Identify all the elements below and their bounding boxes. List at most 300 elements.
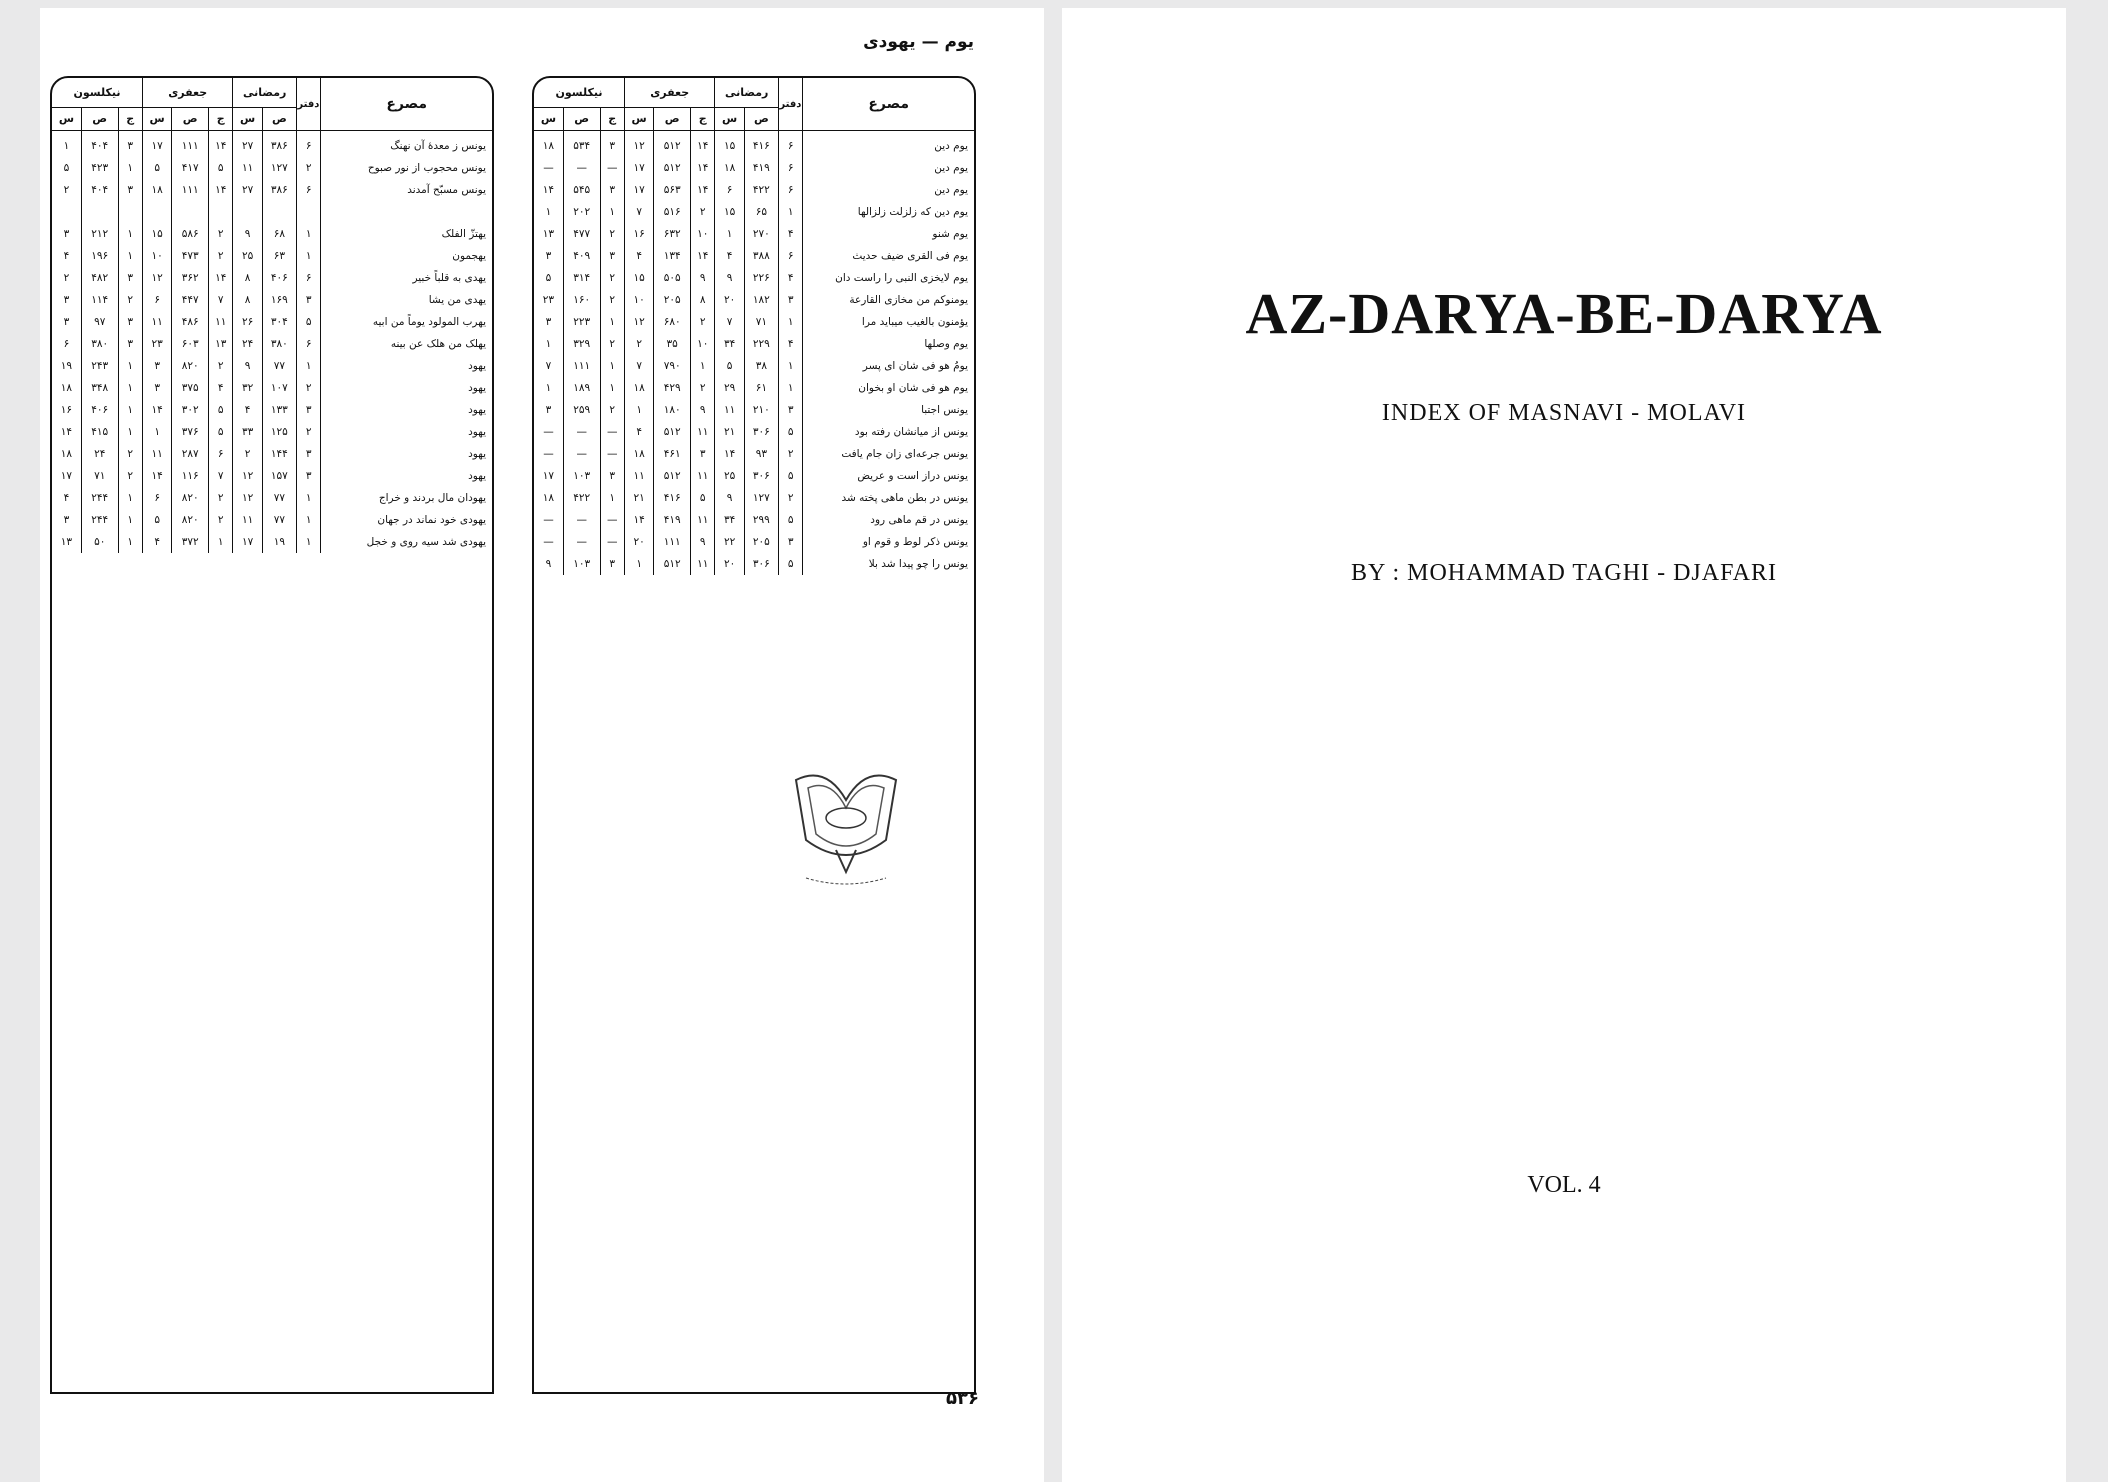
cell-n-v: ۳ [600, 131, 624, 158]
cell-n-v: ۲ [118, 443, 142, 465]
cell-n-p: — [563, 421, 600, 443]
cell-book: ۱ [778, 311, 802, 333]
table-row [52, 465, 492, 487]
cell-j-l: ۲۰ [624, 531, 653, 553]
cell-verse: یونس محجوب از نور صبوح [321, 157, 492, 179]
cell-j-l: ۱۶ [624, 223, 653, 245]
cell-r-p: ۶۵ [744, 201, 778, 223]
cell-book: ۳ [778, 531, 802, 553]
table-row [534, 223, 974, 245]
cell-book: ۴ [778, 333, 802, 355]
cell-r-p: ۲۲۹ [744, 333, 778, 355]
cell-r-l: ۹ [233, 223, 262, 245]
cell-n-p [81, 201, 118, 223]
table-row [534, 509, 974, 531]
index-table-right-column [532, 76, 976, 1394]
cell-j-v: ۵ [208, 157, 232, 179]
cell-book: ۱ [296, 355, 320, 377]
cell-r-p: ۴۱۶ [744, 131, 778, 158]
index-table-left-column [50, 76, 494, 1394]
cell-j-l: ۶ [142, 487, 171, 509]
cell-j-v: ۲ [208, 509, 232, 531]
cell-j-p: ۸۲۰ [172, 487, 209, 509]
cell-book: ۶ [778, 179, 802, 201]
table-row [52, 157, 492, 179]
cell-n-l: ۳ [63, 514, 70, 526]
cell-book: ۶ [296, 333, 320, 355]
cell-n-v: ۱ [118, 157, 142, 179]
cell-j-p: ۱۱۱ [172, 131, 209, 158]
cell-n-p: ۱۶۰ [563, 289, 600, 311]
cell-n-l: — [543, 514, 554, 526]
cell-r-l: ۴ [233, 399, 262, 421]
cell-n-l: ۲ [63, 272, 70, 284]
cell-j-l: ۵ [142, 157, 171, 179]
cell-n-l: ۳ [545, 250, 552, 262]
cell-j-l: ۱۸ [624, 443, 653, 465]
table-row [52, 333, 492, 355]
cell-n-p: ۲۴۴ [81, 487, 118, 509]
cell-j-l: ۱۲ [142, 267, 171, 289]
cell-r-l: ۱۴ [715, 443, 744, 465]
cell-n-v: ۱ [118, 223, 142, 245]
table-row [52, 399, 492, 421]
cell-r-l: ۲۱ [715, 421, 744, 443]
cell-j-p: ۶۳۲ [654, 223, 691, 245]
cell-j-l: ۲۱ [624, 487, 653, 509]
cell-verse: یهودی شد سیه روی و خجل [321, 531, 492, 553]
cell-j-l: ۱۲ [624, 131, 653, 158]
cell-j-p: ۵۱۲ [654, 421, 691, 443]
table-right-body [534, 131, 974, 576]
cell-n-p: — [563, 443, 600, 465]
cell-r-l: ۳۳ [233, 421, 262, 443]
cell-n-v: ۲ [600, 333, 624, 355]
cell-j-l: ۴ [624, 245, 653, 267]
table-row [534, 421, 974, 443]
cell-r-p: ۴۱۹ [744, 157, 778, 179]
cell-verse: یوم دین [803, 157, 974, 179]
subheader-j-line: س [142, 107, 171, 130]
cell-r-p: ۲۹۹ [744, 509, 778, 531]
table-row [52, 245, 492, 267]
cell-r-l: ۵ [715, 355, 744, 377]
cell-n-v: ۲ [118, 465, 142, 487]
cell-verse: یومنوکم من مخازی القارعة [803, 289, 974, 311]
cell-n-p: ۵۳۴ [563, 131, 600, 158]
cell-j-l [142, 201, 171, 223]
cell-j-v: ۱۰ [690, 223, 714, 245]
cell-book: ۵ [296, 311, 320, 333]
cell-r-p: ۲۲۶ [744, 267, 778, 289]
cell-book: ۶ [778, 245, 802, 267]
cell-n-p: ۴۰۹ [563, 245, 600, 267]
cell-r-p: ۳۰۶ [744, 421, 778, 443]
cell-j-l: ۱ [142, 421, 171, 443]
cell-j-p: ۴۱۹ [654, 509, 691, 531]
cell-n-p: ۲۵۹ [563, 399, 600, 421]
cell-j-v: ۵ [208, 399, 232, 421]
cell-j-v: ۱۱ [690, 509, 714, 531]
cell-j-v: ۱۴ [690, 179, 714, 201]
table-row [52, 179, 492, 201]
cell-verse: یوم شنو [803, 223, 974, 245]
cell-r-l: ۹ [715, 487, 744, 509]
cell-n-v: — [600, 157, 624, 179]
cell-book: ۱ [778, 377, 802, 399]
cell-n-p: ۱۰۳ [563, 553, 600, 575]
cell-r-p: ۱۳۳ [262, 399, 296, 421]
table-row [534, 157, 974, 179]
cell-j-l: ۱۰ [142, 245, 171, 267]
cell-book: ۶ [296, 179, 320, 201]
cell-r-p: ۶۸ [262, 223, 296, 245]
cell-n-v: ۳ [118, 333, 142, 355]
cell-n-p: ۲۰۲ [563, 201, 600, 223]
cell-j-v: ۱۱ [690, 421, 714, 443]
cell-n-l: ۱۶ [60, 404, 73, 416]
cell-n-l: ۱۸ [542, 140, 555, 152]
cell-n-p: ۳۲۹ [563, 333, 600, 355]
cell-n-v: ۱ [118, 377, 142, 399]
cell-j-v: ۲ [208, 245, 232, 267]
cell-r-p: ۲۱۰ [744, 399, 778, 421]
cell-j-v: ۲ [208, 487, 232, 509]
cell-book [296, 201, 320, 223]
cell-verse: یومُ هو فی شان ای پسر [803, 355, 974, 377]
cell-verse: یونس دراز است و عریض [803, 465, 974, 487]
cell-n-v: ۱ [600, 377, 624, 399]
cell-j-v: ۱۱ [690, 553, 714, 575]
table-row [52, 201, 492, 223]
header-book: دفتر [778, 78, 802, 131]
cell-r-l: ۲۰ [715, 289, 744, 311]
table-row [534, 531, 974, 553]
cell-n-p: ۴۸۲ [81, 267, 118, 289]
cell-n-l: ۳ [63, 228, 70, 240]
cell-verse: یونس از میانشان رفته بود [803, 421, 974, 443]
cell-verse: یهود [321, 399, 492, 421]
cell-r-l: ۹ [233, 355, 262, 377]
cell-j-v: ۱ [690, 355, 714, 377]
cell-j-l: ۱۱ [624, 465, 653, 487]
cell-book: ۶ [296, 267, 320, 289]
cell-j-v: ۹ [690, 531, 714, 553]
cell-j-l: ۱۵ [624, 267, 653, 289]
cell-r-l: ۸ [233, 267, 262, 289]
cell-n-l: ۱۸ [60, 448, 73, 460]
book-author: BY : MOHAMMAD TAGHI - DJAFARI [1351, 560, 1777, 586]
cell-n-p: ۴۱۵ [81, 421, 118, 443]
cell-r-l: ۲۰ [715, 553, 744, 575]
cell-n-l: ۱۷ [542, 470, 555, 482]
cell-verse: یهود [321, 355, 492, 377]
header-jafari: جعفری [624, 78, 714, 107]
cell-verse: یونس ذکر لوط و قوم او [803, 531, 974, 553]
cell-n-l: ۶ [63, 338, 70, 350]
cell-r-p: ۱۹ [262, 531, 296, 553]
cell-book: ۲ [778, 443, 802, 465]
cell-j-p: ۴۶۱ [654, 443, 691, 465]
cell-n-p: ۲۴ [81, 443, 118, 465]
cell-n-p: ۹۷ [81, 311, 118, 333]
cell-j-p: ۸۲۰ [172, 355, 209, 377]
cell-j-p: ۳۷۲ [172, 531, 209, 553]
cell-r-l: ۲۹ [715, 377, 744, 399]
cell-book: ۲ [778, 487, 802, 509]
cell-r-p: ۷۷ [262, 509, 296, 531]
cell-n-p: ۴۷۷ [563, 223, 600, 245]
cell-book: ۲ [296, 377, 320, 399]
cell-j-l: ۱۴ [142, 465, 171, 487]
cell-j-p: ۶۰۳ [172, 333, 209, 355]
cell-verse: یوم فی القری ضیف حدیث [803, 245, 974, 267]
cell-n-v: ۲ [118, 289, 142, 311]
table-row [534, 553, 974, 575]
cell-r-l: ۲۲ [715, 531, 744, 553]
cell-j-v: ۵ [690, 487, 714, 509]
table-row [534, 465, 974, 487]
cell-r-p: ۱۶۹ [262, 289, 296, 311]
cell-verse [321, 201, 492, 223]
cell-r-l: ۱۵ [715, 131, 744, 158]
cell-verse: یوم لایخزی النبی را راست دان [803, 267, 974, 289]
cell-j-p: ۵۱۲ [654, 157, 691, 179]
cell-j-p: ۵۱۶ [654, 201, 691, 223]
cell-j-l: ۴ [624, 421, 653, 443]
cell-j-l: ۱۵ [142, 223, 171, 245]
cell-book: ۴ [778, 267, 802, 289]
cell-j-v: ۱۴ [208, 267, 232, 289]
page-number: ۵۳۶ [946, 1388, 979, 1409]
subheader-r-page: ص [262, 107, 296, 130]
cell-n-l: — [543, 426, 554, 438]
cell-n-p: — [563, 509, 600, 531]
cell-n-l: ۹ [545, 558, 552, 570]
subheader-r-line: س [715, 107, 744, 130]
cell-n-p: ۴۰۴ [81, 179, 118, 201]
cell-r-l: ۱۷ [233, 531, 262, 553]
cell-book: ۱ [296, 223, 320, 245]
cell-n-p: — [563, 157, 600, 179]
cell-r-l: ۴ [715, 245, 744, 267]
table-row [534, 311, 974, 333]
subheader-j-line: س [624, 107, 653, 130]
cell-j-p: ۱۸۰ [654, 399, 691, 421]
header-verse: مصرع [321, 78, 492, 131]
cell-j-p: ۵۰۵ [654, 267, 691, 289]
cell-r-l: ۱۸ [715, 157, 744, 179]
cell-n-p: ۱۸۹ [563, 377, 600, 399]
cell-verse: یهجمون [321, 245, 492, 267]
cell-n-v: ۲ [600, 399, 624, 421]
cell-j-p: ۱۱۱ [654, 531, 691, 553]
cell-book: ۲ [296, 421, 320, 443]
cell-j-v: ۲ [208, 355, 232, 377]
cell-n-v: ۳ [118, 131, 142, 158]
cell-j-l: ۱۸ [624, 377, 653, 399]
cell-n-p: — [563, 531, 600, 553]
cell-j-v: ۱۴ [690, 157, 714, 179]
table-row [534, 179, 974, 201]
table-row [534, 399, 974, 421]
cell-n-l: ۱ [63, 140, 70, 152]
cell-n-v: ۱ [118, 245, 142, 267]
cell-verse: یهود [321, 443, 492, 465]
cell-j-p: ۳۵ [654, 333, 691, 355]
cell-j-p: ۴۴۷ [172, 289, 209, 311]
cell-n-p: ۱۱۱ [563, 355, 600, 377]
cell-n-p: ۳۸۰ [81, 333, 118, 355]
table-row [52, 311, 492, 333]
cell-j-l: ۱۷ [624, 157, 653, 179]
cell-j-l: ۴ [142, 531, 171, 553]
cell-j-v: ۹ [690, 267, 714, 289]
cell-r-p: ۱۲۵ [262, 421, 296, 443]
cell-n-p: ۱۹۶ [81, 245, 118, 267]
cell-j-l: ۱ [624, 553, 653, 575]
cell-verse: یونس جرعه‌ای زان جام یافت [803, 443, 974, 465]
subheader-n-line: س [52, 107, 81, 130]
cell-book: ۱ [778, 201, 802, 223]
cell-r-p: ۶۳ [262, 245, 296, 267]
cell-n-v: ۱ [600, 201, 624, 223]
table-left-body [52, 131, 492, 554]
subheader-n-page: ص [81, 107, 118, 130]
cell-book: ۲ [296, 157, 320, 179]
subheader-j-vol: ج [690, 107, 714, 130]
cell-n-l: ۱ [545, 338, 552, 350]
cell-r-l: ۳۴ [715, 509, 744, 531]
cell-r-p: ۱۸۲ [744, 289, 778, 311]
cell-r-p: ۳۸۰ [262, 333, 296, 355]
cell-n-p: ۵۰ [81, 531, 118, 553]
cell-n-l: ۳ [545, 404, 552, 416]
cell-j-l: ۲۳ [142, 333, 171, 355]
cell-j-v: ۱۴ [208, 179, 232, 201]
cell-j-p: ۳۶۲ [172, 267, 209, 289]
cell-book: ۴ [778, 223, 802, 245]
cell-r-l: ۱۱ [715, 399, 744, 421]
cell-verse: یونس مسبّح آمدند [321, 179, 492, 201]
cell-verse: یونس در قم ماهی رود [803, 509, 974, 531]
cell-verse: یوم دین [803, 131, 974, 158]
cell-n-p: ۴۲۳ [81, 157, 118, 179]
cell-r-l: ۱۱ [233, 157, 262, 179]
cell-j-l: ۳ [142, 377, 171, 399]
cell-r-p: ۱۴۴ [262, 443, 296, 465]
cell-j-p: ۴۸۶ [172, 311, 209, 333]
cell-j-l: ۳ [142, 355, 171, 377]
cell-j-l: ۱۰ [624, 289, 653, 311]
cell-r-l: ۱۲ [233, 465, 262, 487]
cell-n-l: ۷ [545, 360, 552, 372]
cell-j-l: ۵ [142, 509, 171, 531]
cell-j-v: ۷ [208, 465, 232, 487]
cell-j-v: ۹ [690, 399, 714, 421]
cell-n-l: ۱۸ [60, 382, 73, 394]
table-row [534, 377, 974, 399]
header-ramazani: رمضانی [233, 78, 297, 107]
cell-j-v: ۱ [208, 531, 232, 553]
cell-r-l: ۲۶ [233, 311, 262, 333]
cell-book: ۶ [778, 157, 802, 179]
cell-book: ۵ [778, 421, 802, 443]
cell-n-v: ۲ [600, 223, 624, 245]
cell-book: ۵ [778, 553, 802, 575]
cell-n-v: — [600, 509, 624, 531]
cell-j-v: ۲ [690, 201, 714, 223]
cell-n-v: ۱ [600, 355, 624, 377]
table-row [52, 487, 492, 509]
cell-n-l: ۴ [63, 492, 70, 504]
cell-book: ۳ [296, 399, 320, 421]
cell-j-v: ۸ [690, 289, 714, 311]
table-row [52, 355, 492, 377]
cell-r-l: ۶ [715, 179, 744, 201]
cell-r-l: ۲۴ [233, 333, 262, 355]
cell-book: ۵ [778, 465, 802, 487]
cell-n-l: ۳ [63, 316, 70, 328]
table-row [52, 223, 492, 245]
cell-n-p: ۴۰۴ [81, 131, 118, 158]
book-subtitle: INDEX OF MASNAVI - MOLAVI [1381, 400, 1747, 426]
cell-n-v: ۲ [600, 267, 624, 289]
cell-n-v: ۳ [600, 553, 624, 575]
cell-r-l: ۱۲ [233, 487, 262, 509]
cell-j-v: ۲ [690, 377, 714, 399]
cell-verse: یهود [321, 377, 492, 399]
cell-verse: یؤمنون بالغیب میباید مرا [803, 311, 974, 333]
cell-verse: یهدی من یشا [321, 289, 492, 311]
right-page [1062, 8, 2066, 1482]
cell-n-p: ۱۱۴ [81, 289, 118, 311]
cell-r-l: ۱ [715, 223, 744, 245]
cell-verse: یونس در بطن ماهی پخته شد [803, 487, 974, 509]
cell-j-l: ۷ [624, 201, 653, 223]
cell-verse: یهودی خود نماند در جهان [321, 509, 492, 531]
header-verse: مصرع [803, 78, 974, 131]
cell-book: ۳ [296, 443, 320, 465]
cell-book: ۶ [296, 131, 320, 158]
cell-book: ۱ [296, 509, 320, 531]
cell-n-l: ۴ [63, 250, 70, 262]
cell-j-p [172, 201, 209, 223]
cell-r-p: ۴۰۶ [262, 267, 296, 289]
subheader-r-page: ص [744, 107, 778, 130]
cell-verse: یونس اجتبا [803, 399, 974, 421]
cell-n-v: ۱ [118, 399, 142, 421]
cell-n-p: ۴۲۲ [563, 487, 600, 509]
header-nicholson: نیکلسون [52, 78, 142, 107]
cell-r-l: ۸ [233, 289, 262, 311]
cell-j-v: ۴ [208, 377, 232, 399]
cell-j-v: ۳ [690, 443, 714, 465]
cell-book: ۱ [296, 531, 320, 553]
cell-book: ۵ [778, 509, 802, 531]
cell-n-l: ۲ [63, 184, 70, 196]
cell-n-p: ۴۰۶ [81, 399, 118, 421]
cell-r-l: ۲۵ [233, 245, 262, 267]
cell-j-v: ۲ [690, 311, 714, 333]
cell-j-p: ۱۳۴ [654, 245, 691, 267]
cell-j-p: ۴۷۳ [172, 245, 209, 267]
cell-j-p: ۱۱۶ [172, 465, 209, 487]
cell-r-l: ۳۴ [715, 333, 744, 355]
cell-j-v: ۱۳ [208, 333, 232, 355]
table-row [534, 333, 974, 355]
cell-j-l: ۷ [624, 355, 653, 377]
